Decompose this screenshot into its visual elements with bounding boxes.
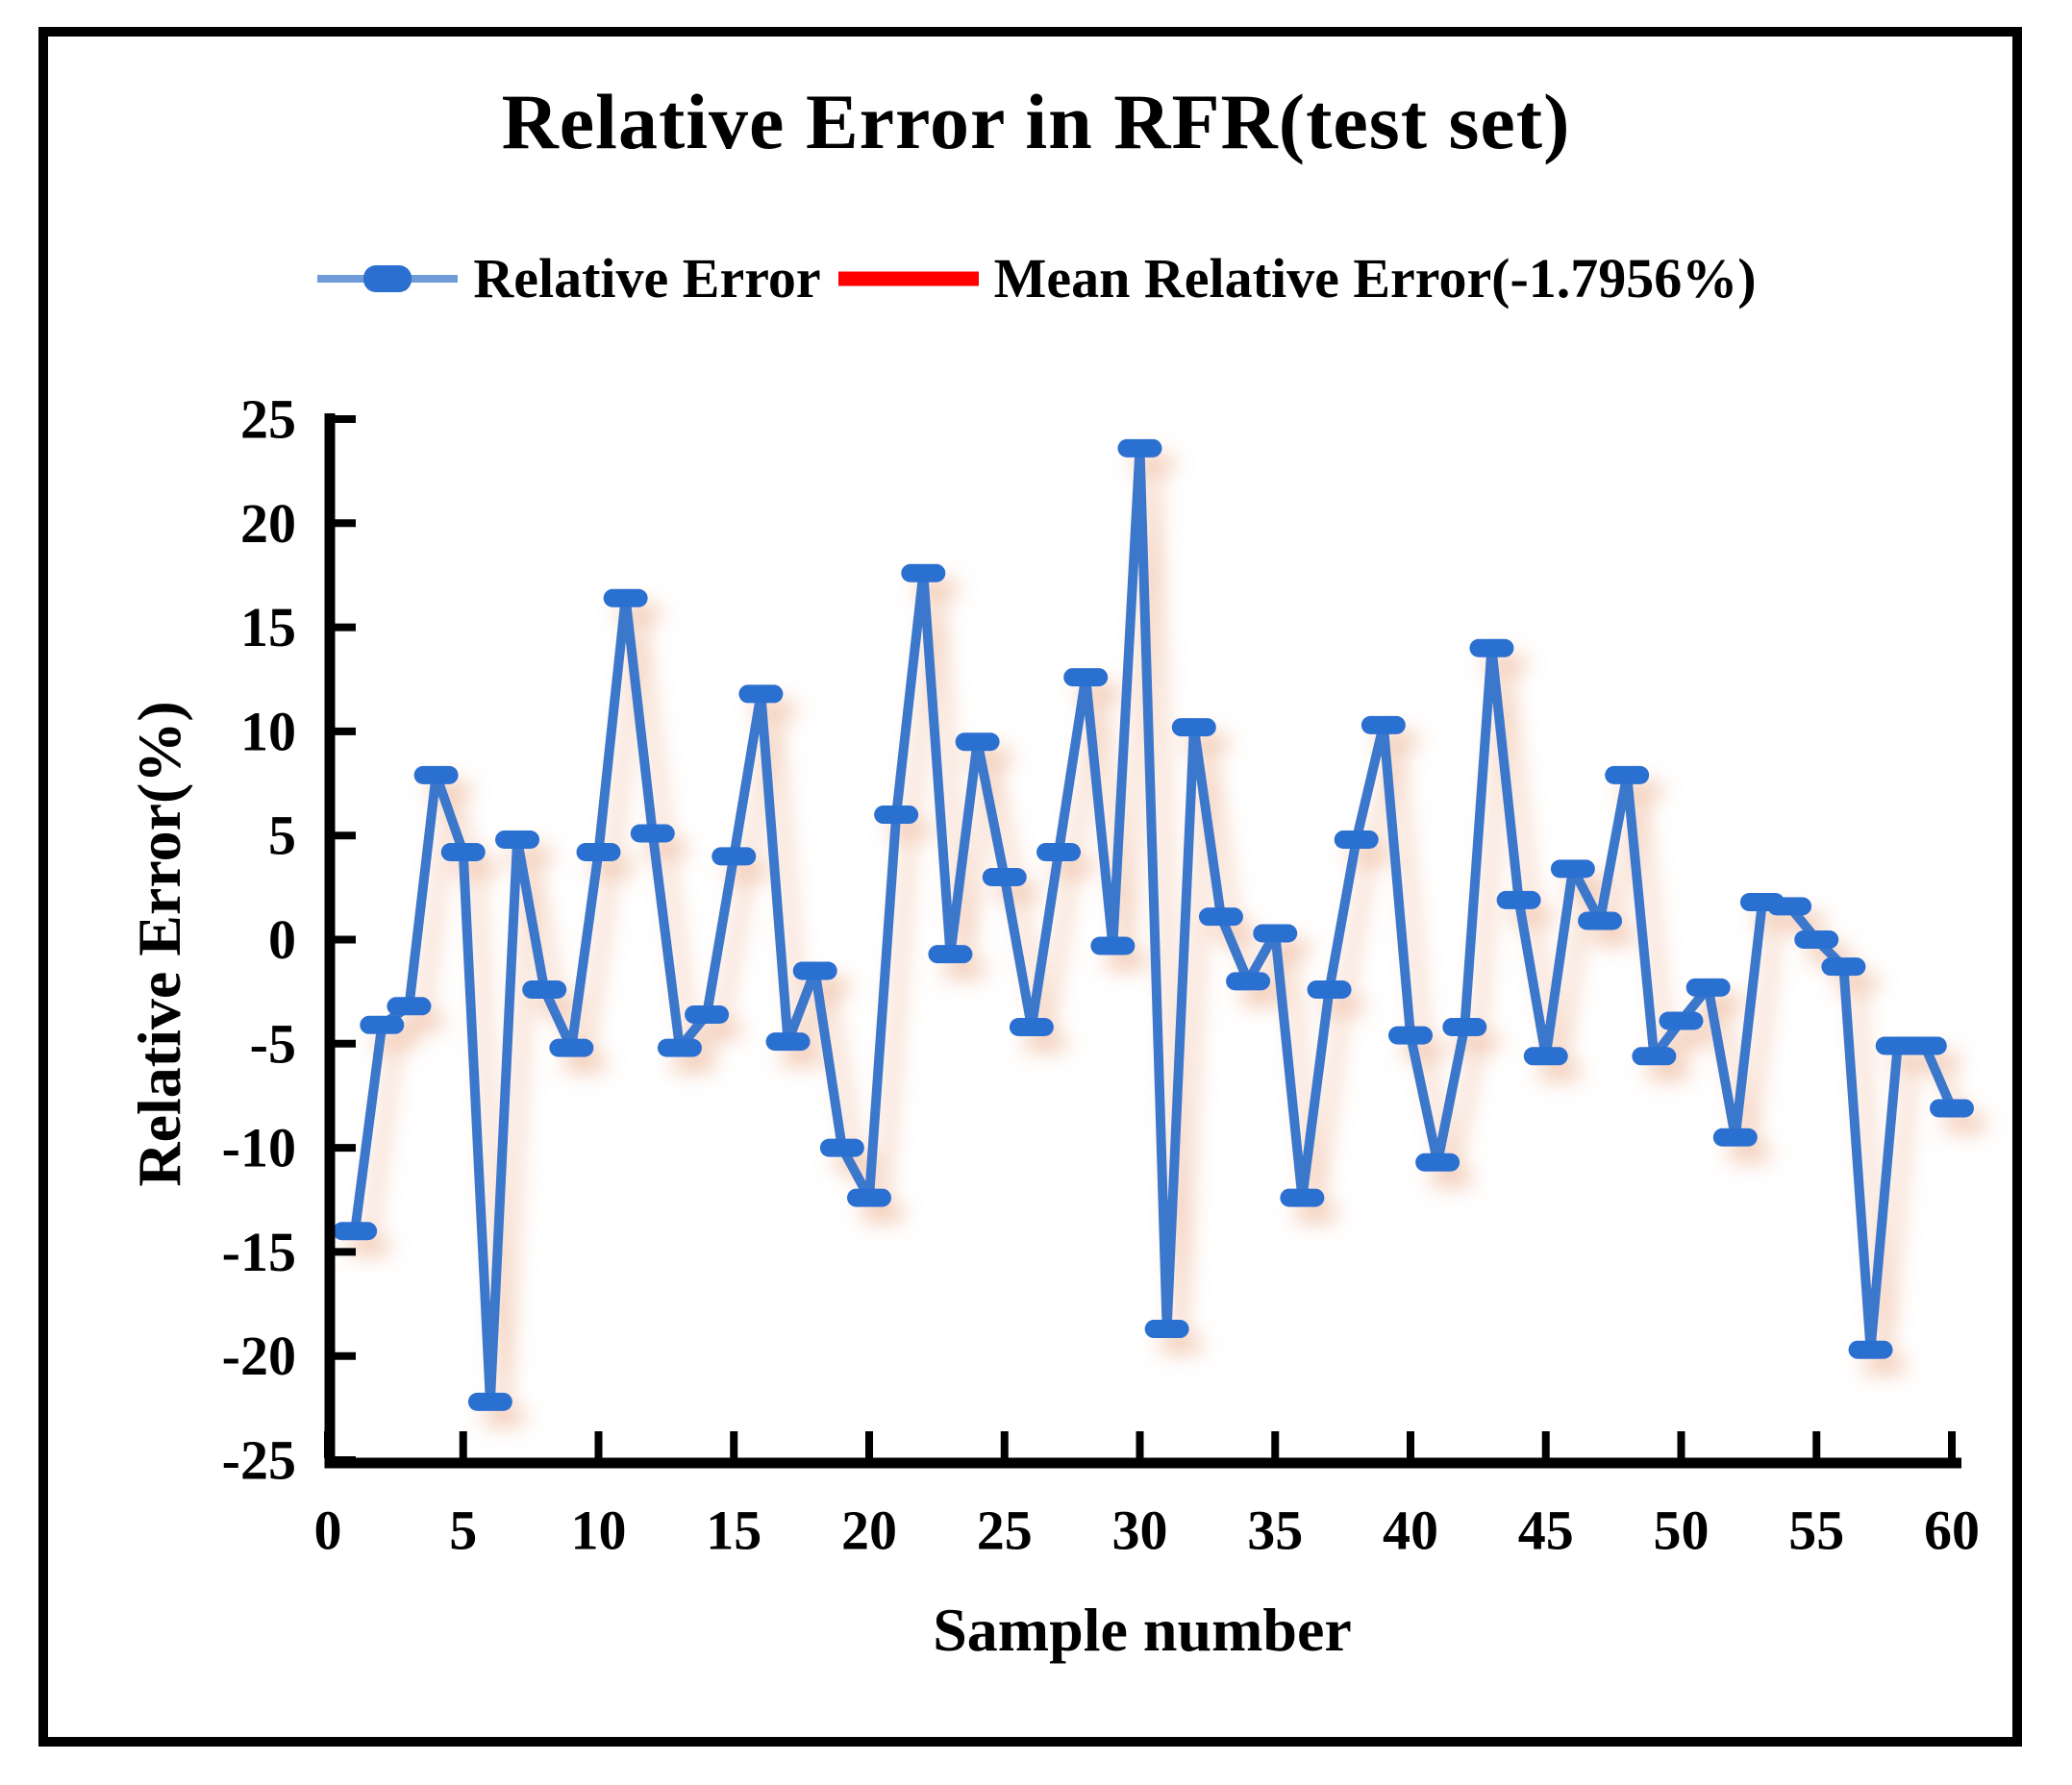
chart-title: Relative Error in RFR(test set) [501, 78, 1571, 165]
x-tick-label: 45 [1517, 1499, 1574, 1562]
x-tick-label: 60 [1924, 1499, 1980, 1562]
y-tick-label: 0 [268, 908, 296, 971]
y-tick-label: -20 [221, 1325, 296, 1388]
x-axis-title: Sample number [933, 1596, 1352, 1664]
y-tick-label: -15 [221, 1220, 296, 1283]
x-tick-label: 20 [841, 1499, 897, 1562]
x-tick-label: 10 [570, 1499, 627, 1562]
x-tick-label: 35 [1247, 1499, 1304, 1562]
x-tick-label: 25 [976, 1499, 1033, 1562]
y-tick-label: -25 [221, 1428, 296, 1492]
y-axis-title: Relative Error(%) [125, 701, 193, 1187]
y-tick-label: -5 [249, 1012, 296, 1076]
x-tick-label: 15 [706, 1499, 762, 1562]
x-tick-label: 55 [1788, 1499, 1845, 1562]
y-tick-label: 5 [268, 804, 296, 867]
legend-label-relative-error: Relative Error [473, 247, 821, 310]
y-tick-label: -10 [221, 1116, 296, 1179]
x-tick-label: 30 [1111, 1499, 1168, 1562]
y-tick-label: 15 [240, 596, 296, 659]
y-tick-label: 10 [240, 700, 296, 763]
x-tick-label: 5 [449, 1499, 478, 1562]
y-tick-label: 20 [240, 491, 296, 555]
x-tick-label: 0 [313, 1499, 342, 1562]
relative-error-series [333, 439, 1974, 1411]
x-tick-label: 40 [1383, 1499, 1438, 1562]
y-tick-label: 25 [240, 387, 296, 451]
x-tick-label: 50 [1653, 1499, 1710, 1562]
legend-label-mean-relative-error: Mean Relative Error(-1.7956%) [993, 247, 1757, 310]
